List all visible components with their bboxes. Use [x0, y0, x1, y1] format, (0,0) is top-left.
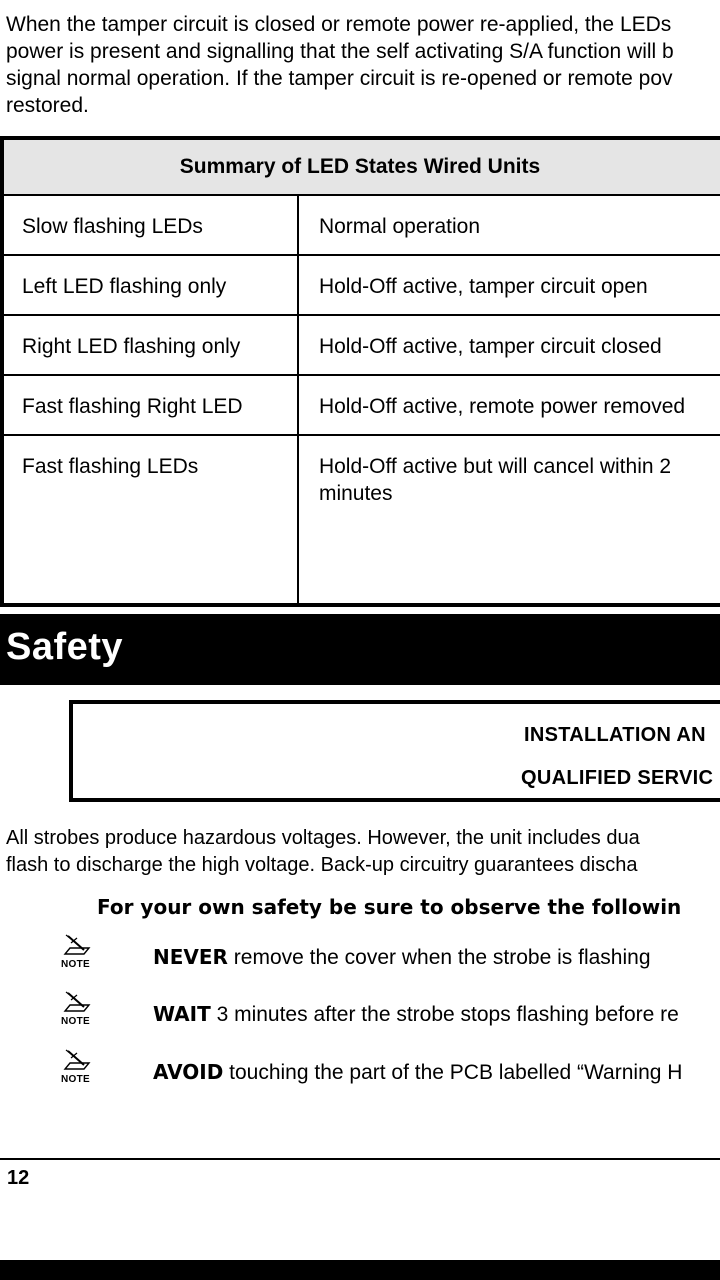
body-line: flash to discharge the high voltage. Back-up circuitry guarantees discha — [6, 854, 638, 876]
led-meaning-cell: Hold-Off active, remote power removed — [298, 375, 720, 435]
intro-line: signal normal operation. If the tamper circuit is re-opened or remote pov — [6, 67, 673, 90]
page-number: 12 — [7, 1167, 30, 1189]
warning-line: INSTALLATION AN — [524, 724, 706, 746]
warning-box — [69, 700, 720, 802]
led-state-cell: Fast flashing LEDs — [2, 435, 298, 605]
note-text — [153, 1002, 679, 1027]
note-icon — [60, 934, 96, 972]
note-body: touching the part of the PCB labelled “Warning H — [223, 1061, 683, 1084]
note-text — [153, 945, 651, 970]
led-state-cell: Right LED flashing only — [2, 315, 298, 375]
table-row — [2, 375, 720, 435]
body-line: All strobes produce hazardous voltages. However, the unit includes dua — [6, 827, 640, 849]
table-row — [2, 315, 720, 375]
note-icon — [60, 1049, 96, 1087]
led-state-cell: Fast flashing Right LED — [2, 375, 298, 435]
note-keyword: AVOID — [153, 1060, 224, 1084]
note-text — [153, 1060, 682, 1085]
intro-line: restored. — [6, 94, 89, 117]
note-icon — [60, 991, 96, 1029]
intro-line: power is present and signalling that the self activating S/A function will b — [6, 40, 674, 63]
warning-line: QUALIFIED SERVIC — [521, 767, 714, 789]
led-state-cell: Left LED flashing only — [2, 255, 298, 315]
table-row — [2, 435, 720, 605]
intro-line: When the tamper circuit is closed or remote power re-applied, the LEDs — [6, 13, 672, 36]
note-icon-label: NOTE — [61, 1074, 90, 1085]
note-keyword: WAIT — [153, 1002, 211, 1026]
note-icon-label: NOTE — [61, 1016, 90, 1027]
safety-heading: For your own safety be sure to observe the followin — [97, 895, 682, 919]
footer-rule — [0, 1158, 720, 1160]
led-meaning-cell: Normal operation — [298, 195, 720, 255]
led-meaning-cell: Hold-Off active but will cancel within 2 minutes — [298, 435, 720, 605]
section-header-bar — [0, 614, 720, 685]
section-title: Safety — [6, 626, 124, 668]
note-item — [60, 991, 720, 1031]
note-icon-label: NOTE — [61, 959, 90, 970]
safety-paragraph — [6, 825, 640, 879]
table-row — [2, 195, 720, 255]
table-title: Summary of LED States Wired Units — [2, 138, 720, 195]
led-meaning-cell: Hold-Off active, tamper circuit open — [298, 255, 720, 315]
note-body: remove the cover when the strobe is flashing — [227, 946, 651, 969]
intro-paragraph — [6, 11, 720, 119]
note-item — [60, 934, 720, 974]
led-states-table — [0, 136, 720, 607]
bottom-bar — [0, 1260, 720, 1280]
table-row — [2, 255, 720, 315]
led-state-cell: Slow flashing LEDs — [2, 195, 298, 255]
note-item — [60, 1049, 720, 1089]
led-meaning-cell: Hold-Off active, tamper circuit closed — [298, 315, 720, 375]
note-keyword: NEVER — [153, 945, 228, 969]
note-body: 3 minutes after the strobe stops flashing before re — [210, 1003, 679, 1026]
